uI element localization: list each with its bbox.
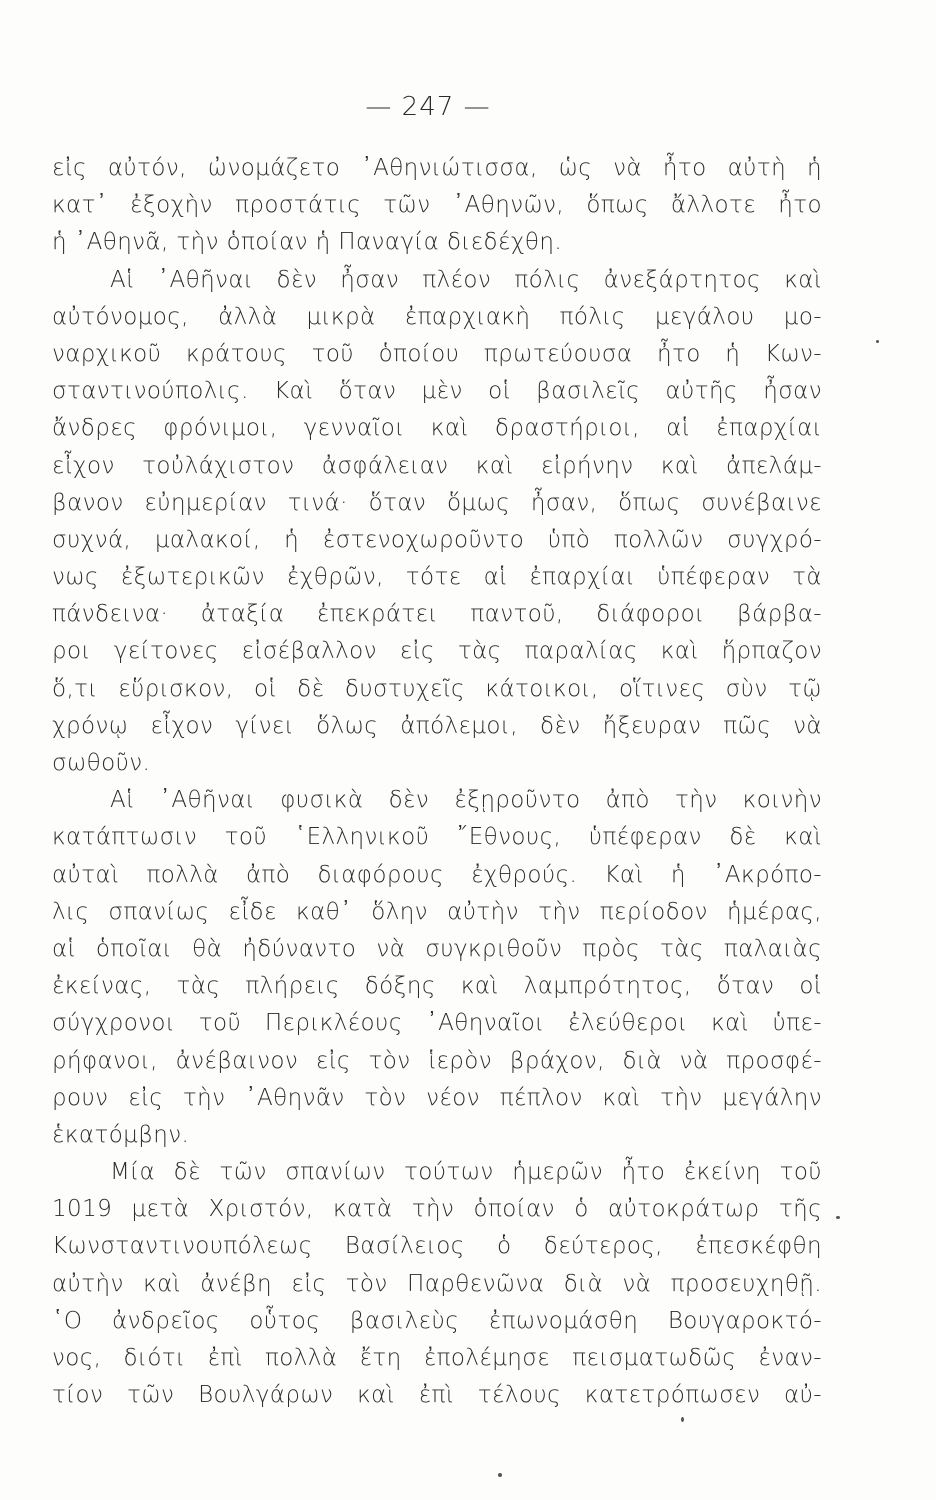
text-line: αἱ ὁποῖαι θὰ ἠδύναντο νὰ συγκριθοῦν πρὸς τὰς παλαιὰς [52, 935, 822, 962]
page-number: — 247 — [365, 92, 491, 122]
text-line: ὅ,τι εὕρισκον, οἱ δὲ δυστυχεῖς κάτοικοι, οἵτινες σὺν τῷ [52, 675, 822, 702]
text-line: αὐταὶ πολλὰ ἀπὸ διαφόρους ἐχθρούς. Καὶ ἡ ᾿Ακρόπο- [52, 861, 822, 888]
text-line: κατ᾿ ἐξοχὴν προστάτις τῶν ᾿Αθηνῶν, ὅπως ἄλλοτε ἦτο [52, 192, 822, 219]
print-speck [836, 1216, 840, 1219]
text-line: εἶχον τοὐλάχιστον ἀσφάλειαν καὶ εἰρήνην καὶ ἀπελάμ- [52, 452, 822, 479]
text-line: αὐτόνομος, ἀλλὰ μικρὰ ἐπαρχιακὴ πόλις μεγάλου μο- [52, 303, 822, 330]
text-line: ναρχικοῦ κράτους τοῦ ὁποίου πρωτεύουσα ἦτο ἡ Κων- [52, 340, 822, 367]
text-line: λις σπανίως εἶδε καθ᾿ ὅλην αὐτὴν τὴν περίοδον ἡμέρας, [52, 898, 822, 925]
text-line: εἰς αὐτόν, ὠνομάζετο ᾿Αθηνιώτισσα, ὡς νὰ ἦτο αὐτὴ ἡ [52, 155, 822, 181]
text-line: ρήφανοι, ἀνέβαινον εἰς τὸν ἱερὸν βράχον, διὰ νὰ προσφέ- [52, 1047, 822, 1074]
print-speck [681, 1417, 684, 1422]
text-line: νος, διότι ἐπὶ πολλὰ ἔτη ἐπολέμησε πεισματωδῶς ἐναν- [52, 1345, 822, 1371]
print-speck [498, 1473, 502, 1477]
text-line: σωθοῦν. [52, 750, 151, 776]
text-line: ρουν εἰς τὴν ᾿Αθηνᾶν τὸν νέον πέπλον καὶ τὴν μεγάλην [52, 1084, 822, 1111]
text-line: ἡ ᾿Αθηνᾶ, τὴν ὁποίαν ἡ Παναγία διεδέχθη. [52, 229, 563, 256]
text-line: νως ἐξωτερικῶν ἐχθρῶν, τότε αἱ ἐπαρχίαι ὑπέφεραν τὰ [52, 564, 822, 591]
body-text [52, 150, 822, 1414]
text-line: συχνά, μαλακοί, ἡ ἐστενοχωροῦντο ὑπὸ πολλῶν συγχρό- [52, 526, 822, 553]
text-line: πάνδεινα· ἀταξία ἐπεκράτει παντοῦ, διάφοροι βάρβα- [52, 601, 822, 628]
text-line: αὐτὴν καὶ ἀνέβη εἰς τὸν Παρθενῶνα διὰ νὰ προσευχηθῇ. [52, 1270, 822, 1297]
text-line: ροι γείτονες εἰσέβαλλον εἰς τὰς παραλίας καὶ ἥρπαζον [52, 638, 822, 665]
text-line: Μία δὲ τῶν σπανίων τούτων ἡμερῶν ἦτο ἐκείνη τοῦ [110, 1159, 822, 1186]
text-line: ῾Ο ἀνδρεῖος οὗτος βασιλεὺς ἐπωνομάσθη Βουγαροκτό- [52, 1307, 822, 1334]
text-line: βανον εὐημερίαν τινά· ὅταν ὅμως ἦσαν, ὅπως συνέβαινε [52, 489, 822, 516]
text-line: ἐκείνας, τὰς πλήρεις δόξης καὶ λαμπρότητος, ὅταν οἱ [52, 973, 822, 1000]
text-line: Κωνσταντινουπόλεως Βασίλειος ὁ δεύτερος, ἐπεσκέφθη [52, 1233, 822, 1260]
print-speck [876, 340, 879, 343]
text-line: σταντινούπολις. Καὶ ὅταν μὲν οἱ βασιλεῖς αὐτῆς ἦσαν [52, 378, 822, 405]
text-line: Αἱ ᾿Αθῆναι φυσικὰ δὲν ἐξῃροῦντο ἀπὸ τὴν κοινὴν [110, 787, 822, 814]
text-line: ἑκατόμβην. [52, 1121, 190, 1148]
text-line: τίον τῶν Βουλγάρων καὶ ἐπὶ τέλους κατετρόπωσεν αὐ- [52, 1382, 822, 1409]
text-line: ἄνδρες φρόνιμοι, γενναῖοι καὶ δραστήριοι, αἱ ἐπαρχίαι [52, 415, 822, 442]
text-line: 1019 μετὰ Χριστόν, κατὰ τὴν ὁποίαν ὁ αὐτοκράτωρ τῆς [52, 1196, 822, 1223]
text-line: σύγχρονοι τοῦ Περικλέους ᾿Αθηναῖοι ἐλεύθεροι καὶ ὑπε- [52, 1010, 822, 1037]
text-line: Αἱ ᾿Αθῆναι δὲν ἦσαν πλέον πόλις ἀνεξάρτητος καὶ [110, 266, 822, 293]
text-line: χρόνῳ εἶχον γίνει ὅλως ἀπόλεμοι, δὲν ἤξευραν πῶς νὰ [52, 712, 822, 739]
text-line: κατάπτωσιν τοῦ ῾Ελληνικοῦ ῎Εθνους, ὑπέφεραν δὲ καὶ [52, 824, 822, 851]
